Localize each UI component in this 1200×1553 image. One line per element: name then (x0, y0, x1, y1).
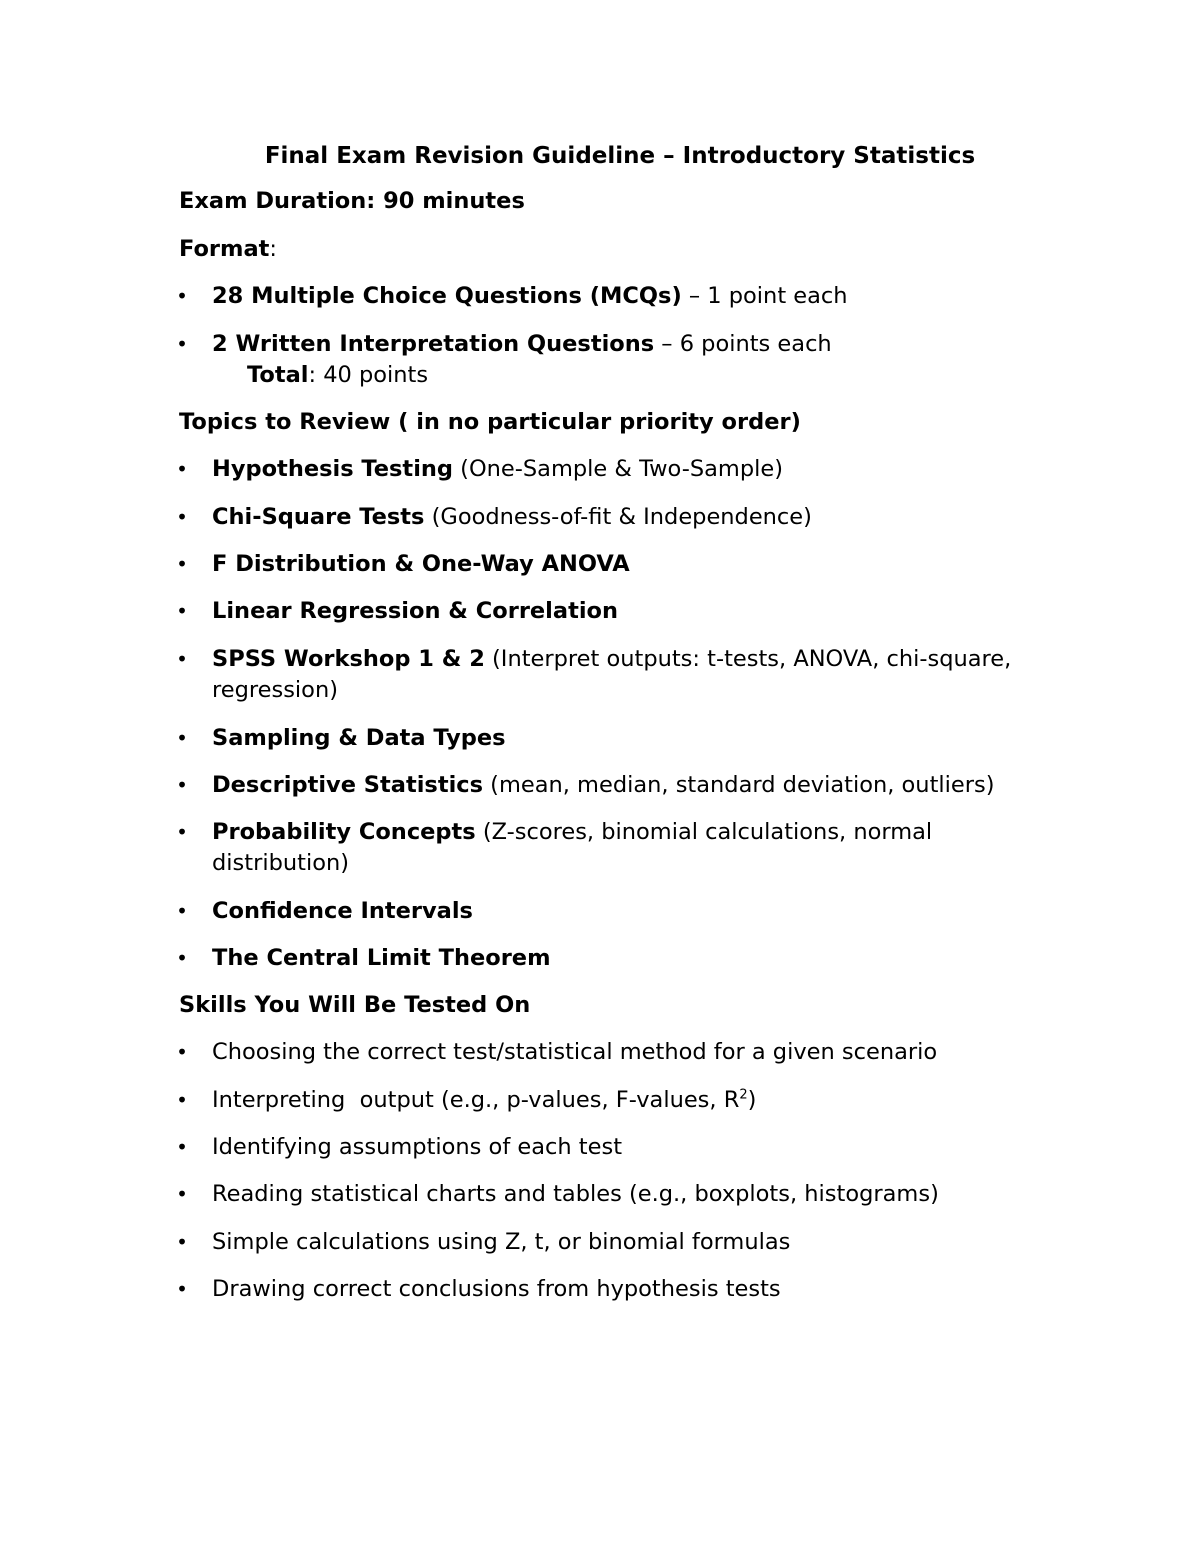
topic-detail: (Interpret outputs: t-tests, ANOVA, chi-square, regression) (212, 646, 1012, 703)
topic-bold: Linear Regression & Correlation (212, 598, 619, 624)
format-item-rest: – 1 point each (681, 283, 848, 309)
topic-bold: The Central Limit Theorem (212, 945, 551, 971)
bullet-icon: • (176, 332, 188, 356)
bullet-icon: • (176, 820, 188, 844)
topic-bold: Descriptive Statistics (212, 772, 484, 798)
close-paren: ) (747, 1087, 757, 1113)
bullet-icon: • (176, 647, 188, 671)
bullet-icon: • (176, 1040, 188, 1064)
topic-bold: Probability Concepts (212, 819, 476, 845)
bullet-icon: • (176, 284, 188, 308)
format-label: Format (179, 236, 270, 262)
total-label: Total (247, 362, 309, 388)
skill-text: Drawing correct conclusions from hypothesis tests (212, 1276, 781, 1302)
topic-detail: (Z-scores, binomial calculations, normal distribution) (212, 819, 933, 876)
bullet-icon: • (176, 1277, 188, 1301)
format-colon: : (269, 236, 277, 262)
bullet-icon: • (176, 1182, 188, 1206)
skill-text: Reading statistical charts and tables (e.g., boxplots, histograms) (212, 1181, 939, 1207)
format-total (247, 360, 428, 391)
total-value: : 40 points (308, 362, 429, 388)
topic-bold: Chi-Square Tests (212, 504, 425, 530)
format-item-bold: 28 Multiple Choice Questions (MCQs) (212, 283, 682, 309)
bullet-icon: • (176, 552, 188, 576)
topic-detail: (Goodness-of-fit & Independence) (424, 504, 812, 530)
format-item-rest: – 6 points each (654, 331, 832, 357)
bullet-icon: • (176, 726, 188, 750)
skill-text: Simple calculations using Z, t, or binomial formulas (212, 1229, 791, 1255)
bullet-icon: • (176, 1135, 188, 1159)
topic-bold: SPSS Workshop 1 & 2 (212, 646, 485, 672)
topics-heading: Topics to Review ( in no particular priority order) (179, 409, 801, 435)
bullet-icon: • (176, 1230, 188, 1254)
skills-heading: Skills You Will Be Tested On (179, 992, 531, 1018)
page-title: Final Exam Revision Guideline – Introductory Statistics (264, 143, 976, 169)
skill-text: Identifying assumptions of each test (212, 1134, 623, 1160)
bullet-icon: • (176, 1088, 188, 1112)
bullet-icon: • (176, 599, 188, 623)
bullet-icon: • (176, 457, 188, 481)
bullet-icon: • (176, 946, 188, 970)
topic-detail: (mean, median, standard deviation, outliers) (483, 772, 995, 798)
format-item-bold: 2 Written Interpretation Questions (212, 331, 655, 357)
topic-detail: (One-Sample & Two-Sample) (453, 456, 783, 482)
exam-duration: Exam Duration: 90 minutes (179, 188, 525, 214)
bullet-icon: • (176, 899, 188, 923)
superscript: 2 (739, 1087, 748, 1103)
bullet-icon: • (176, 505, 188, 529)
topic-bold: Confidence Intervals (212, 898, 473, 924)
topic-bold: F Distribution & One-Way ANOVA (212, 551, 630, 577)
skill-text: Choosing the correct test/statistical method for a given scenario (212, 1039, 938, 1065)
topic-bold: Hypothesis Testing (212, 456, 454, 482)
format-heading (179, 234, 277, 265)
topic-bold: Sampling & Data Types (212, 725, 506, 751)
skill-text: Interpreting output (e.g., p-values, F-values, R (212, 1087, 740, 1113)
bullet-icon: • (176, 773, 188, 797)
